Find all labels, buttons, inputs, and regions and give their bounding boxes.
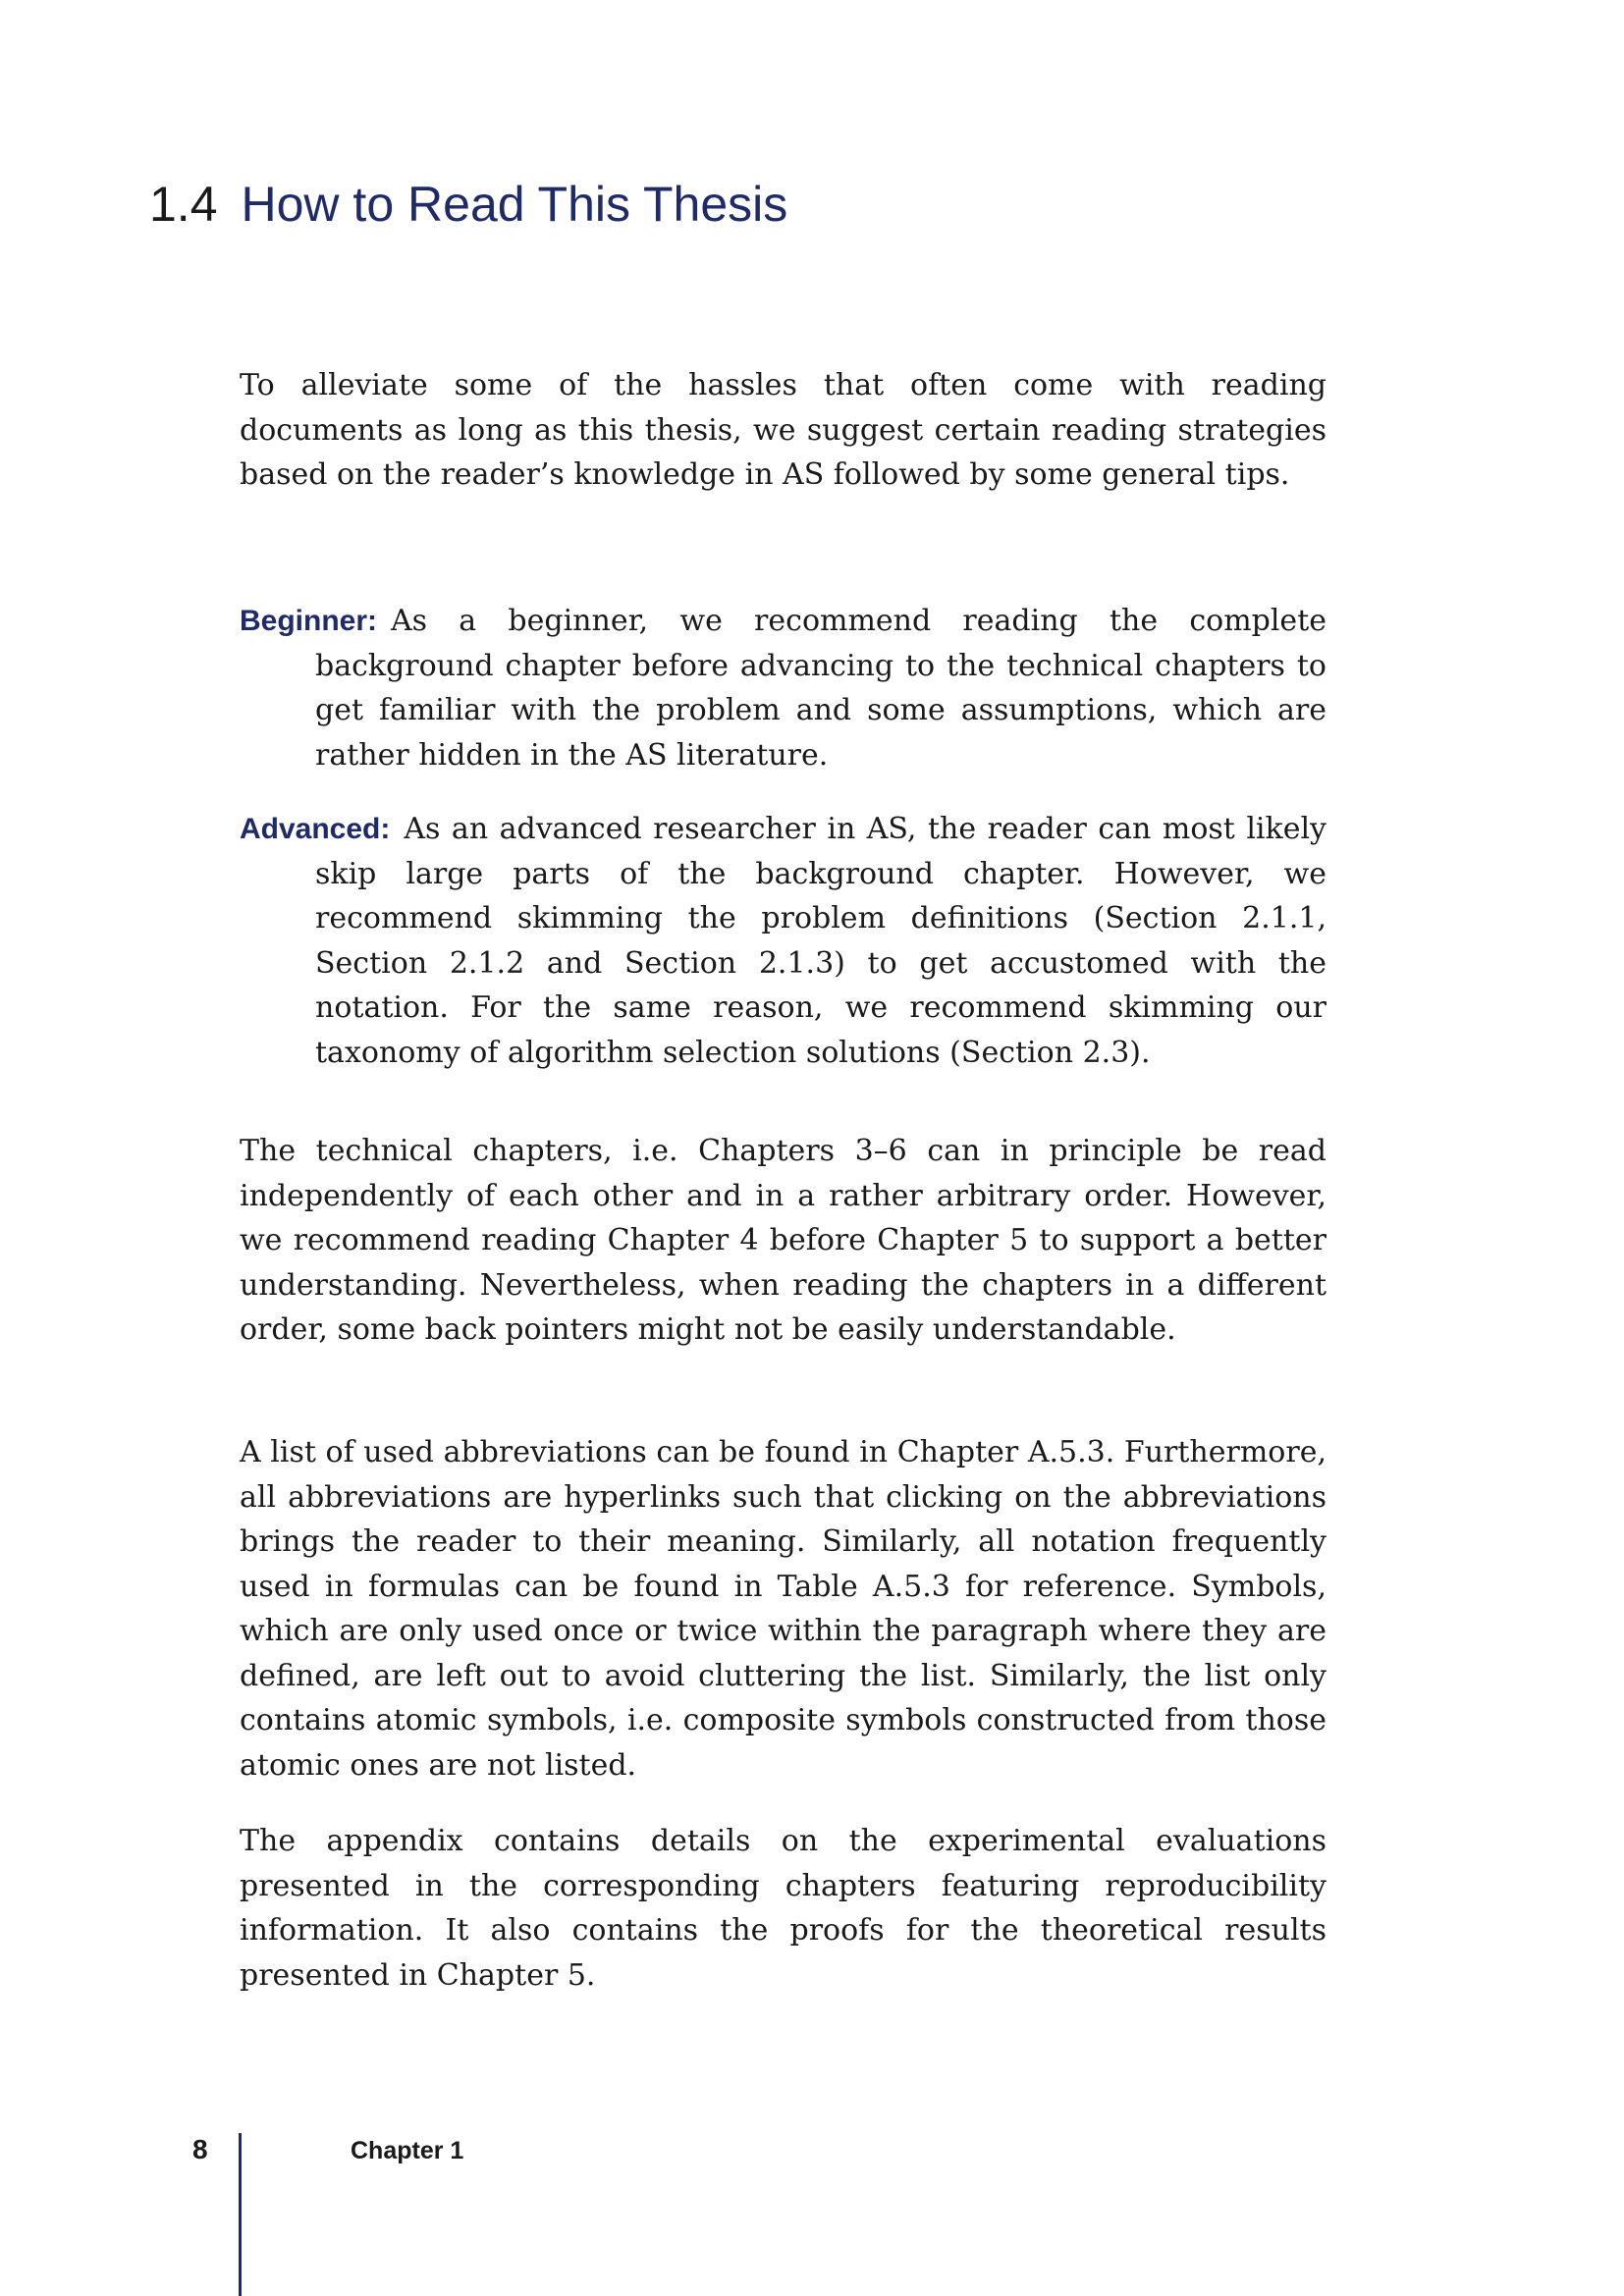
strategy-term-advanced: Advanced:	[240, 813, 391, 845]
section-title: How to Read This Thesis	[241, 177, 788, 232]
strategy-term-beginner: Beginner:	[240, 605, 378, 637]
paragraph-text: The technical chapters, i.e. Chapters 3–6 can in principle be read independently of each other and in a rather arbitrary order. However, we recommend reading Chapter 4 before Chapter 5 to support a better understanding. Nevertheless, when reading the chapters in a different order, some back pointers might not be easily understandable.	[240, 1134, 1326, 1347]
paragraph-text: A list of used abbreviations can be found in Chapter A.5.3. Furthermore, all abbreviations are hyperlinks such that clicking on the abbreviations brings the reader to their meaning. Similarly, all notation frequently used in formulas can be found in Table A.5.3 for reference. Symbols, which are only used once or twice within the paragraph where they are defined, are left out to avoid cluttering the list. Similarly, the list only contains atomic symbols, i.e. composite symbols constructed from those atomic ones are not listed.	[240, 1435, 1326, 1783]
paragraph-appendix	[240, 1819, 1326, 1998]
strategy-text-advanced: As an advanced researcher in AS, the reader can most likely skip large parts of the background chapter. However, we recommend skimming the problem definitions (Section 2.1.1, Section 2.1.2 and Section 2.1.3) to get accustomed with the notation. For the same reason, we recommend skimming our taxonomy of algorithm selection solutions (Section 2.3).	[315, 812, 1326, 1070]
paragraph-text: The appendix contains details on the experimental evaluations presented in the corresponding chapters featuring reproducibility information. It also contains the proofs for the theoretical results presented in Chapter 5.	[240, 1824, 1326, 1993]
section-number: 1.4	[149, 177, 218, 232]
footer-chapter-label: Chapter 1	[351, 2137, 464, 2164]
footer-rule	[239, 2133, 242, 2296]
paragraph-technical-chapters	[240, 1129, 1326, 1353]
intro-text: To alleviate some of the hassles that often come with reading documents as long as this thesis, we suggest certain reading strategies based on the reader’s knowledge in AS followed by some general tips.	[240, 368, 1326, 492]
strategy-text-beginner: As a beginner, we recommend reading the complete background chapter before advancing to the technical chapters to get familiar with the problem and some assumptions, which are rather hidden in the AS literature.	[315, 604, 1326, 773]
intro-paragraph	[240, 363, 1326, 498]
page-number: 8	[192, 2134, 208, 2164]
section-heading	[149, 175, 787, 234]
strategy-beginner	[240, 599, 1326, 777]
strategy-advanced	[240, 807, 1326, 1075]
paragraph-abbreviations	[240, 1430, 1326, 1788]
